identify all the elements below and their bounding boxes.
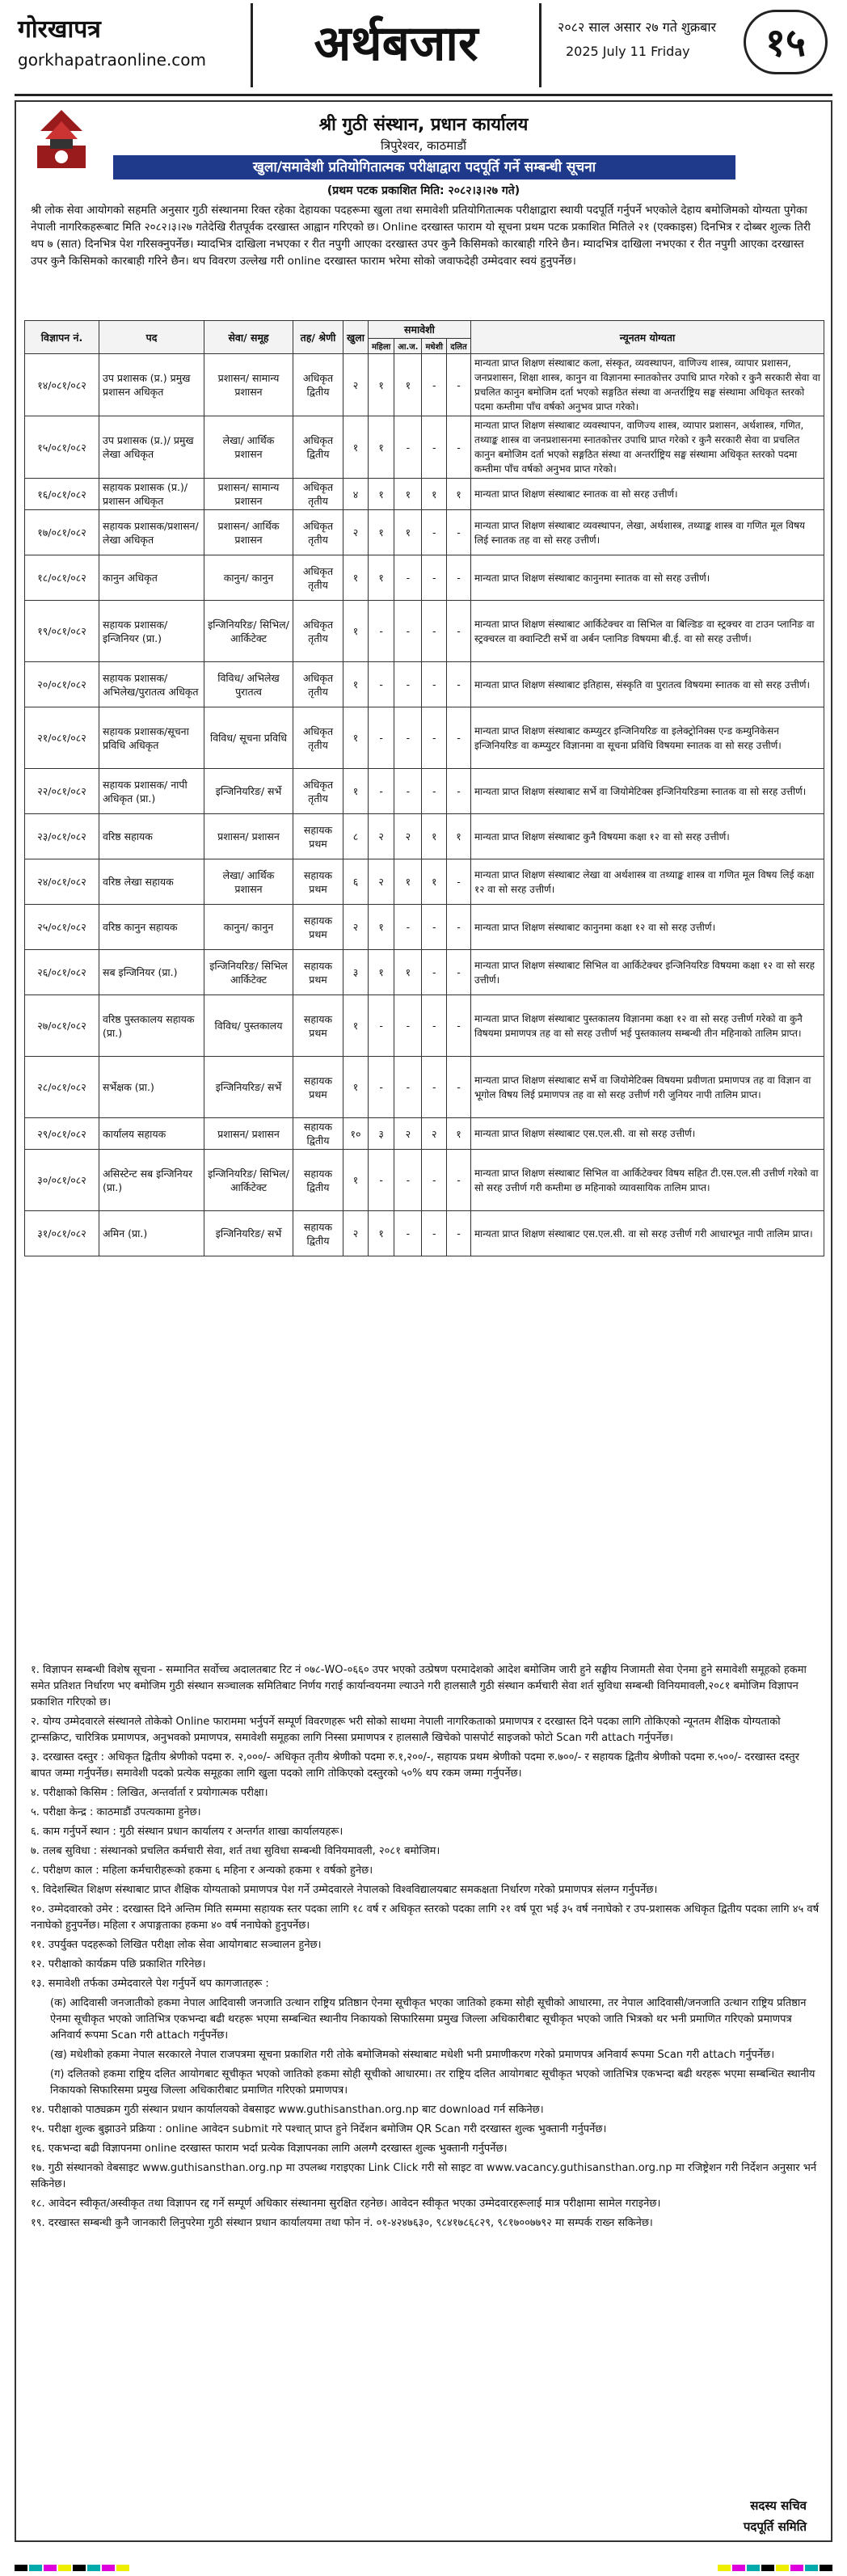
condition-item: ११. उपर्युक्त पदहरूको लिखित परीक्षा लोक सेवा आयोगबाट सञ्चालन हुनेछ। [31, 1939, 322, 1951]
condition-item: १०. उम्मेदवारको उमेर : दरखास्त दिने अन्तिम मिति सम्ममा सहायक स्तर पदका लागि १८ वर्ष र अधिकृत स्तरको पदका लागि २१ वर्ष पूरा भई ३५ वर्ष ननाघेको र उप-प्रशासक अधिकृत द्वितीय पदका लागि ४५ वर्ष ननाघेको हुनुपर्नेछ। महिला र अपाङ्गताका हकमा ४० वर्ष ननाघेको हुनुपर्नेछ। [31, 1903, 820, 1932]
level-cell: अधिकृत द्वितीय [293, 354, 343, 416]
post-cell: असिस्टेन्ट सब इन्जिनियर (प्रा.) [99, 1150, 204, 1211]
ad-cell: २१/०८१/०८२ [25, 707, 99, 769]
header-rule [15, 94, 832, 96]
color-registration-bar-left [15, 2559, 192, 2565]
ad-cell: १९/०८१/०८२ [25, 601, 99, 662]
ad-cell: १६/०८१/०८२ [25, 479, 99, 510]
level-cell: सहायक द्वितीय [293, 1211, 343, 1256]
level-cell: अधिकृत तृतीय [293, 601, 343, 662]
level-cell: अधिकृत तृतीय [293, 769, 343, 814]
level-cell: अधिकृत तृतीय [293, 707, 343, 769]
post-cell: कार्यालय सहायक [99, 1118, 204, 1150]
level-cell: सहायक प्रथम [293, 995, 343, 1057]
qualification-cell: मान्यता प्राप्त शिक्षण संस्थाबाट व्यवस्थापन, लेखा, अर्थशास्त्र, तथ्याङ्क शास्त्र वा गणित मूल विषय लिई स्नातक तह वा सो सरह उत्तीर्ण। [470, 510, 824, 555]
qualification-cell: मान्यता प्राप्त शिक्षण संस्थाबाट पुस्तकालय विज्ञानमा कक्षा १२ वा सो सरह उत्तीर्ण गरेको वा कुनै विषयमा प्रमाणपत्र तह वा सो सरह उत्तीर्ण भई पुस्तकालय सम्बन्धी तीन महिनाको तालिम प्राप्त। [470, 995, 824, 1057]
signatory-title: सदस्य सचिव [750, 2498, 807, 2513]
table-row [25, 1150, 824, 1211]
dalit-cell: - [446, 950, 470, 995]
newspaper-brand: गोरखापत्र [18, 15, 101, 44]
level-cell: सहायक प्रथम [293, 1057, 343, 1118]
janajati-cell: - [394, 1057, 422, 1118]
dalit-cell: - [446, 905, 470, 950]
dalit-cell: - [446, 995, 470, 1057]
janajati-cell: १ [394, 510, 422, 555]
dalit-cell: - [446, 707, 470, 769]
condition-item: १७. गुठी संस्थानको वेबसाइट www.guthisansthan.org.np मा उपलब्ध गराइएका Link Click गरी सो साइट वा www.vacancy.guthisansthan.org.np मा रजिष्ट्रेशन गरी निर्देशन अनुसार भर्न सकिनेछ। [31, 2162, 817, 2190]
service-cell: प्रशासन/ आर्थिक प्रशासन [204, 510, 293, 555]
service-cell: इन्जिनियरिङ/ सिभिल आर्किटेक्ट [204, 950, 293, 995]
page-number: १५ [744, 10, 828, 74]
women-cell: १ [368, 555, 394, 601]
women-cell: १ [368, 950, 394, 995]
qualification-cell: मान्यता प्राप्त शिक्षण संस्थाबाट सिभिल वा आर्किटेक्चर विषय सहित टी.एस.एल.सी उत्तीर्ण गरेको वा सो सरह उत्तीर्ण गरी कम्तीमा छ महिनाको व्यावसायिक तालिम प्राप्त। [470, 1150, 824, 1211]
women-cell: ३ [368, 1118, 394, 1150]
open-cell: १ [343, 995, 369, 1057]
madhesi-cell: - [422, 769, 447, 814]
condition-item: ३. दरखास्त दस्तुर : अधिकृत द्वितीय श्रेणीको पदमा रु. २,०००/- अधिकृत तृतीय श्रेणीको पदमा रु.१,२००/-, सहायक प्रथम श्रेणीको पदमा रु.७००/- र सहायक द्वितीय श्रेणीको पदमा रु.५००/- दरखास्त दस्तुर बापत जम्मा गर्नुपर्नेछ। समावेशी पदको प्रत्येक समूहका लागि खुला पदको लागि तोकिएको दस्तुरको ५०% थप रकम जम्मा गर्नुपर्नेछ। [31, 1751, 799, 1780]
color-registration-bar-right [655, 2559, 832, 2565]
madhesi-cell: - [422, 416, 447, 479]
madhesi-cell: - [422, 601, 447, 662]
dalit-cell: - [446, 354, 470, 416]
post-cell: सर्भेक्षक (प्रा.) [99, 1057, 204, 1118]
madhesi-cell: - [422, 510, 447, 555]
service-cell: प्रशासन/ सामान्य प्रशासन [204, 354, 293, 416]
condition-item: १. विज्ञापन सम्बन्धी विशेष सूचना - सम्मानित सर्वोच्च अदालतबाट रिट नं ०७८-WO-०६६० उपर भएको उत्प्रेषण परमादेशको आदेश बमोजिम जारी हुने सङ्घीय निजामती सेवा ऐनमा हुने समावेशी समूहको हकमा समेत प्रतिशत निर्धारण भए बमोजिम गुठी संस्थान सञ्चालक समितिबाट निर्णय गराई कार्यान्वयनमा ल्याउने गरी हालसालै गुठी संस्थान कर्मचारी सेवा शर्त सुविधा सम्बन्धी विनियमावली,२०८१ बमोजिम विज्ञापन प्रकाशित गरिएको छ। [31, 1664, 807, 1708]
service-cell: विविध/ सूचना प्रविधि [204, 707, 293, 769]
level-cell: अधिकृत तृतीय [293, 555, 343, 601]
women-cell: २ [368, 814, 394, 859]
condition-item: २. योग्य उम्मेदवारले संस्थानले तोकेको Online फाराममा भर्नुपर्ने सम्पूर्ण विवरणहरू भरी सोको साथमा नेपाली नागरिकताको प्रमाणपत्र र दरखास्त दिने पदका लागि तोकिएको न्यूनतम शैक्षिक योग्यताको ट्रान्सक्रिप्ट, चारित्रिक प्रमाणपत्र, अनुभवको प्रमाणपत्र, समावेशी समूहका लागि निस्सा प्रमाणपत्र र हालसालै खिचेको पासपोर्ट साइजको फोटो Scan गरी attach गर्नुपर्नेछ। [31, 1716, 781, 1744]
madhesi-cell: - [422, 995, 447, 1057]
post-cell: उप प्रशासक (प्र.) प्रमुख प्रशासन अधिकृत [99, 354, 204, 416]
table-row [25, 601, 824, 662]
condition-item: ८. परीक्षण काल : महिला कर्मचारीहरूको हकमा ६ महिना र अन्यको हकमा १ वर्षको हुनेछ। [31, 1864, 373, 1877]
janajati-cell: २ [394, 814, 422, 859]
service-cell: विविध/ अभिलेख पुरातत्व [204, 662, 293, 707]
level-cell: अधिकृत तृतीय [293, 479, 343, 510]
janajati-cell: - [394, 1150, 422, 1211]
janajati-cell: १ [394, 859, 422, 905]
open-cell: १ [343, 555, 369, 601]
ad-cell: १४/०८१/०८२ [25, 354, 99, 416]
women-cell: - [368, 769, 394, 814]
signatory-committee: पदपूर्ति समिति [743, 2519, 807, 2534]
level-cell: अधिकृत द्वितीय [293, 416, 343, 479]
janajati-cell: १ [394, 950, 422, 995]
post-cell: सब इन्जिनियर (प्रा.) [99, 950, 204, 995]
qualification-cell: मान्यता प्राप्त शिक्षण संस्थाबाट एस.एल.सी. वा सो सरह उत्तीर्ण गरी आधारभूत नापी तालिम प्राप्त। [470, 1211, 824, 1256]
dalit-cell: - [446, 555, 470, 601]
madhesi-cell: - [422, 662, 447, 707]
open-cell: २ [343, 510, 369, 555]
ad-cell: २७/०८१/०८२ [25, 995, 99, 1057]
ad-cell: २६/०८१/०८२ [25, 950, 99, 995]
service-cell: लेखा/ आर्थिक प्रशासन [204, 416, 293, 479]
condition-item: ४. परीक्षाको किसिम : लिखित, अन्तर्वार्ता र प्रयोगात्मक परीक्षा। [31, 1787, 268, 1799]
ad-cell: ३०/०८१/०८२ [25, 1150, 99, 1211]
open-cell: १ [343, 707, 369, 769]
notice-box [15, 100, 832, 2542]
service-cell: इन्जिनियरिङ/ सर्भे [204, 1211, 293, 1256]
ad-cell: २२/०८१/०८२ [25, 769, 99, 814]
condition-item: ५. परीक्षा केन्द्र : काठमाडौं उपत्यकामा हुनेछ। [31, 1806, 201, 1818]
janajati-cell: - [394, 416, 422, 479]
women-cell: - [368, 1150, 394, 1211]
vacancy-table [24, 320, 824, 1256]
madhesi-cell: - [422, 1150, 447, 1211]
madhesi-cell: - [422, 950, 447, 995]
condition-item: १३. समावेशी तर्फका उम्मेदवारले पेश गर्नुपर्ने थप कागजातहरू : [31, 1978, 269, 1990]
level-cell: अधिकृत तृतीय [293, 510, 343, 555]
notice-banner: खुला/समावेशी प्रतियोगितात्मक परीक्षाद्वारा पदपूर्ति गर्ने सम्बन्धी सूचना [113, 155, 735, 179]
qualification-cell: मान्यता प्राप्त शिक्षण संस्थाबाट सर्भे वा जियोमेटिक्स इन्जिनियरिङमा स्नातक वा सो सरह उत्तीर्ण। [470, 769, 824, 814]
header-qualification: न्यूनतम योग्यता [470, 321, 824, 354]
condition-item: १४. परीक्षाको पाठ्यक्रम गुठी संस्थान प्रधान कार्यालयको वेबसाइट www.guthisansthan.org.np बाट download गर्न सकिनेछ। [31, 2104, 544, 2116]
women-cell: १ [368, 354, 394, 416]
ad-cell: २०/०८१/०८२ [25, 662, 99, 707]
open-cell: १ [343, 662, 369, 707]
ad-cell: १७/०८१/०८२ [25, 510, 99, 555]
condition-item: १८. आवेदन स्वीकृत/अस्वीकृत तथा विज्ञापन रद्द गर्ने सम्पूर्ण अधिकार संस्थानमा सुरक्षित रहनेछ। आवेदन स्वीकृत भएका उम्मेदवारहरूलाई मात्र परीक्षामा सामेल गराइनेछ। [31, 2198, 661, 2210]
table-row [25, 555, 824, 601]
level-cell: सहायक द्वितीय [293, 1150, 343, 1211]
janajati-cell: - [394, 1211, 422, 1256]
service-cell: कानुन/ कानुन [204, 905, 293, 950]
madhesi-cell: - [422, 1211, 447, 1256]
table-row [25, 1118, 824, 1150]
condition-item: १९. दरखास्त सम्बन्धी कुनै जानकारी लिनुपरेमा गुठी संस्थान प्रधान कार्यालयमा तथा फोन नं. ०१-४२४७६३०, ९८४१७८६८२९, ९८१७००७७९२ मा सम्पर्क राख्न सकिनेछ। [31, 2217, 653, 2229]
post-cell: सहायक प्रशासक/ नापी अधिकृत (प्रा.) [99, 769, 204, 814]
ad-cell: १५/०८१/०८२ [25, 416, 99, 479]
condition-item: (ग) दलितको हकमा राष्ट्रिय दलित आयोगबाट सूचीकृत भएको जातिको हकमा सोही सूचीको आधारमा। तर राष्ट्रिय दलित आयोगबाट सूचीकृत भएको जातिभित्र एकभन्दा बढी थरहरू भएमा सम्बन्धित स्थानीय निकायको सिफारिसमा प्रमुख जिल्ला अधिकारीबाट प्रमाणित गरिएको प्रमाणपत्र। [50, 2068, 815, 2097]
dalit-cell: १ [446, 479, 470, 510]
level-cell: सहायक प्रथम [293, 950, 343, 995]
qualification-cell: मान्यता प्राप्त शिक्षण संस्थाबाट एस.एल.सी. वा सो सरह उत्तीर्ण। [470, 1118, 824, 1150]
table-row [25, 479, 824, 510]
table-row [25, 1057, 824, 1118]
header-post: पद [99, 321, 204, 354]
level-cell: अधिकृत तृतीय [293, 662, 343, 707]
table-row [25, 905, 824, 950]
open-cell: १० [343, 1118, 369, 1150]
publish-date: (प्रथम पटक प्रकाशित मिति: २०८२।३।२७ गते) [327, 184, 520, 197]
dalit-cell: - [446, 601, 470, 662]
header-service: सेवा/ समूह [204, 321, 293, 354]
women-cell: १ [368, 479, 394, 510]
header-open: खुला [343, 321, 369, 354]
dalit-cell: - [446, 769, 470, 814]
madhesi-cell: - [422, 555, 447, 601]
qualification-cell: मान्यता प्राप्त शिक्षण संस्थाबाट कला, संस्कृत, व्यवस्थापन, वाणिज्य शास्त्र, व्यापार प्रशासन, जनप्रशासन, शिक्षा शास्त्र, कानुन वा विज्ञानमा स्नातकोत्तर उपाधि प्राप्त गरेको र कुनै सरकारी सेवा वा प्रचलित कानुन बमोजिम दर्ता भएको सङ्गठित संस्था वा अन्तर्राष्ट्रिय सङ्घ संस्थामा अधिकृत स्तरको पदमा कम्तीमा पाँच वर्षको अनुभव प्राप्त गरेको। [470, 354, 824, 416]
table-row [25, 950, 824, 995]
post-cell: सहायक प्रशासक/ इन्जिनियर (प्रा.) [99, 601, 204, 662]
notice-conditions [31, 1662, 820, 2235]
qualification-cell: मान्यता प्राप्त शिक्षण संस्थाबाट कुनै विषयमा कक्षा १२ वा सो सरह उत्तीर्ण। [470, 814, 824, 859]
condition-item: ६. काम गर्नुपर्ने स्थान : गुठी संस्थान प्रधान कार्यालय र अन्तर्गत शाखा कार्यालयहरू। [31, 1826, 343, 1838]
dalit-cell: १ [446, 1118, 470, 1150]
post-cell: वरिष्ठ सहायक [99, 814, 204, 859]
table-row [25, 510, 824, 555]
women-cell: १ [368, 510, 394, 555]
organization-name: श्री गुठी संस्थान, प्रधान कार्यालय [318, 115, 529, 135]
header-inclusive: समावेशी [368, 321, 470, 339]
level-cell: सहायक द्वितीय [293, 1118, 343, 1150]
women-cell: - [368, 1057, 394, 1118]
women-cell: १ [368, 905, 394, 950]
post-cell: सहायक प्रशासक/ अभिलेख/पुरातत्व अधिकृत [99, 662, 204, 707]
open-cell: १ [343, 1150, 369, 1211]
open-cell: ८ [343, 814, 369, 859]
post-cell: सहायक प्रशासक/प्रशासन/लेखा अधिकृत [99, 510, 204, 555]
condition-item: ७. तलब सुविधा : संस्थानको प्रचलित कर्मचारी सेवा, शर्त तथा सुविधा सम्बन्धी विनियमावली, २०८१ बमोजिम। [31, 1845, 440, 1857]
newspaper-website[interactable]: gorkhapatraonline.com [18, 50, 207, 70]
open-cell: १ [343, 601, 369, 662]
qualification-cell: मान्यता प्राप्त शिक्षण संस्थाबाट व्यवस्थापन, वाणिज्य शास्त्र, व्यापार प्रशासन, अर्थशास्त्र, गणित, तथ्याङ्क शास्त्र वा जनप्रशासनमा स्नातकोत्तर उपाधि प्राप्त गरेको र कुनै सरकारी सेवा वा प्रचलित कानुन बमोजिम दर्ता भएको सङ्गठित संस्था वा अन्तर्राष्ट्रिय सङ्घ संस्थामा अधिकृत स्तरको पदमा कम्तीमा पाँच वर्षको अनुभव प्राप्त गरेको। [470, 416, 824, 479]
header-level: तह/ श्रेणी [293, 321, 343, 354]
table-row [25, 1211, 824, 1256]
qualification-cell: मान्यता प्राप्त शिक्षण संस्थाबाट स्नातक वा सो सरह उत्तीर्ण। [470, 479, 824, 510]
qualification-cell: मान्यता प्राप्त शिक्षण संस्थाबाट इतिहास, संस्कृति वा पुरातत्व विषयमा स्नातक वा सो सरह उत्तीर्ण। [470, 662, 824, 707]
service-cell: लेखा/ आर्थिक प्रशासन [204, 859, 293, 905]
post-cell: वरिष्ठ पुस्तकालय सहायक (प्रा.) [99, 995, 204, 1057]
condition-item: (ख) मधेशीको हकमा नेपाल सरकारले नेपाल राजपत्रमा सूचना प्रकाशित गरी तोके बमोजिमको संस्थाबाट मधेशी भनी प्रमाणीकरण गरेको प्रमाणपत्र अनिवार्य रूपमा Scan गरी attach गर्नुपर्नेछ। [50, 2049, 775, 2061]
service-cell: इन्जिनियरिङ/ सर्भे [204, 1057, 293, 1118]
table-row [25, 707, 824, 769]
dalit-cell: - [446, 1057, 470, 1118]
ad-cell: १८/०८१/०८२ [25, 555, 99, 601]
date-english: 2025 July 11 Friday [566, 44, 690, 59]
service-cell: इन्जिनियरिङ/ सिभिल/ आर्किटेक्ट [204, 601, 293, 662]
janajati-cell: १ [394, 354, 422, 416]
open-cell: ६ [343, 859, 369, 905]
janajati-cell: २ [394, 1118, 422, 1150]
janajati-cell: - [394, 707, 422, 769]
post-cell: वरिष्ठ लेखा सहायक [99, 859, 204, 905]
condition-item: १२. परीक्षाको कार्यक्रम पछि प्रकाशित गरिनेछ। [31, 1958, 206, 1970]
janajati-cell: - [394, 601, 422, 662]
header-women: महिला [368, 339, 394, 354]
service-cell: प्रशासन/ प्रशासन [204, 814, 293, 859]
level-cell: सहायक प्रथम [293, 905, 343, 950]
women-cell: १ [368, 1211, 394, 1256]
service-cell: प्रशासन/ प्रशासन [204, 1118, 293, 1150]
post-cell: अमिन (प्रा.) [99, 1211, 204, 1256]
madhesi-cell: - [422, 354, 447, 416]
open-cell: २ [343, 905, 369, 950]
table-row [25, 769, 824, 814]
women-cell: - [368, 601, 394, 662]
women-cell: - [368, 995, 394, 1057]
header-dalit: दलित [446, 339, 470, 354]
open-cell: २ [343, 1211, 369, 1256]
open-cell: ३ [343, 950, 369, 995]
table-row [25, 662, 824, 707]
madhesi-cell: १ [422, 814, 447, 859]
madhesi-cell: - [422, 905, 447, 950]
women-cell: १ [368, 416, 394, 479]
janajati-cell: - [394, 555, 422, 601]
vacancy-rows [25, 354, 824, 1256]
level-cell: सहायक प्रथम [293, 859, 343, 905]
table-row [25, 814, 824, 859]
dalit-cell: १ [446, 814, 470, 859]
table-row [25, 995, 824, 1057]
madhesi-cell: २ [422, 1118, 447, 1150]
women-cell: - [368, 707, 394, 769]
post-cell: वरिष्ठ कानुन सहायक [99, 905, 204, 950]
dalit-cell: - [446, 416, 470, 479]
qualification-cell: मान्यता प्राप्त शिक्षण संस्थाबाट आर्किटेक्चर वा सिभिल वा बिल्डिङ वा स्ट्रक्चर वा टाउन प्लानिङ वा स्ट्रक्चरल वा क्वान्टिटी सर्भे वा अर्बन प्लानिङ विषयमा बी.ई. वा सो सरह उत्तीर्ण। [470, 601, 824, 662]
janajati-cell: - [394, 769, 422, 814]
qualification-cell: मान्यता प्राप्त शिक्षण संस्थाबाट लेखा वा अर्थशास्त्र वा तथ्याङ्क शास्त्र वा गणित मूल विषय लिई कक्षा १२ वा सो सरह उत्तीर्ण। [470, 859, 824, 905]
condition-item: १५. परीक्षा शुल्क बुझाउने प्रक्रिया : online आवेदन submit गरे पश्चात् प्राप्त हुने निर्देशन बमोजिम QR Scan गरी दरखास्त शुल्क भुक्तानी गर्नुपर्नेछ। [31, 2123, 607, 2135]
women-cell: - [368, 662, 394, 707]
ad-cell: २५/०८१/०८२ [25, 905, 99, 950]
condition-item: (क) आदिवासी जनजातीको हकमा नेपाल आदिवासी जनजाति उत्थान राष्ट्रिय प्रतिष्ठान ऐनमा सूचीकृत भएका जातिको हकमा सोही सूचीको आधारमा, तर नेपाल आदिवासी/जनजाति उत्थान राष्ट्रिय प्रतिष्ठान ऐनमा सूचीकृत भएको जातिभित्र एकभन्दा बढी थरहरू भएमा सम्बन्धित स्थानीय निकायको सिफारिसमा प्रमुख जिल्ला अधिकारीबाट सूचीकृत भएको जाति भित्रको थर भनी प्रमाणित गरिएको प्रमाणपत्र अनिवार्य रूपमा Scan गरी attach गर्नुपर्नेछ। [50, 1997, 807, 2042]
ad-cell: २४/०८१/०८२ [25, 859, 99, 905]
service-cell: इन्जिनियरिङ/ सर्भे [204, 769, 293, 814]
ad-cell: २८/०८१/०८२ [25, 1057, 99, 1118]
women-cell: २ [368, 859, 394, 905]
post-cell: सहायक प्रशासक/सूचना प्रविधि अधिकृत [99, 707, 204, 769]
janajati-cell: १ [394, 479, 422, 510]
janajati-cell: - [394, 662, 422, 707]
qualification-cell: मान्यता प्राप्त शिक्षण संस्थाबाट सर्भे वा जियोमेटिक्स विषयमा प्रवीणता प्रमाणपत्र तह वा विज्ञान वा भूगोल विषय लिई प्रमाणपत्र तह वा सो सरह उत्तीर्ण गरी जुनियर नापी तालिम प्राप्त। [470, 1057, 824, 1118]
dalit-cell: - [446, 1211, 470, 1256]
condition-item: १६. एकभन्दा बढी विज्ञापनमा online दरखास्त फाराम भर्दा प्रत्येक विज्ञापनका लागि अलग्गै दरखास्त शुल्क भुक्तानी गर्नुपर्नेछ। [31, 2143, 508, 2155]
ad-cell: २९/०८१/०८२ [25, 1118, 99, 1150]
section-title: अर्थबजार [251, 3, 541, 87]
dalit-cell: - [446, 1150, 470, 1211]
header-madhesi: मधेशी [422, 339, 447, 354]
date-nepali: २०८२ साल असार २७ गते शुक्रबार [558, 19, 717, 35]
header-ad-number: विज्ञापन नं. [25, 321, 99, 354]
post-cell: कानुन अधिकृत [99, 555, 204, 601]
open-cell: १ [343, 1057, 369, 1118]
notice-intro: श्री लोक सेवा आयोगको सहमति अनुसार गुठी संस्थानमा रिक्त रहेका देहायका पदहरूमा खुला तथा समावेशी प्रतियोगितात्मक परीक्षाद्वारा स्थायी पदपूर्ति गर्नुपर्ने भएकोले देहाय बमोजिमको योग्यता पुगेका नेपाली नागरिकहरूबाट मिति २०८२।३।२७ गतेदेखि रीतपूर्वक दरखास्त आह्वान गरिएको छ। Online दरखास्त फाराम यो सूचना प्रथम पटक प्रकाशित मितिले २१ (एक्काइस) दिनभित्र र दोब्बर शुल्क तिरी थप ७ (सात) दिनभित्र पेश गरिसक्नुपर्नेछ। म्यादभित्र दाखिला नभएका र रीत नपुगी आएका दरखास्त उपर कुनै किसिमको कारबाही गरिने छैन। म्यादभित्र दाखिला नभएका र रीत नपुगी आएका दरखास्त उपर कुनै किसिमको कारबाही गरिने छैन। थप विवरण उल्लेख गरी online दरखास्त फाराम भरेमा सोको जवाफदेही उम्मेदवार स्वयं हुनुपर्नेछ। [31, 204, 811, 268]
qualification-cell: मान्यता प्राप्त शिक्षण संस्थाबाट सिभिल वा आर्किटेक्चर इन्जिनियरिङ विषयमा कक्षा १२ वा सो सरह उत्तीर्ण। [470, 950, 824, 995]
open-cell: २ [343, 354, 369, 416]
open-cell: १ [343, 769, 369, 814]
table-row [25, 416, 824, 479]
service-cell: प्रशासन/ सामान्य प्रशासन [204, 479, 293, 510]
signature-block [744, 2495, 807, 2537]
table-row [25, 354, 824, 416]
dalit-cell: - [446, 859, 470, 905]
ad-cell: ३१/०८१/०८२ [25, 1211, 99, 1256]
table-row [25, 859, 824, 905]
madhesi-cell: १ [422, 479, 447, 510]
open-cell: १ [343, 416, 369, 479]
qualification-cell: मान्यता प्राप्त शिक्षण संस्थाबाट कानुनमा कक्षा १२ वा सो सरह उत्तीर्ण। [470, 905, 824, 950]
janajati-cell: - [394, 995, 422, 1057]
dalit-cell: - [446, 662, 470, 707]
condition-item: ९. विदेशस्थित शिक्षण संस्थाबाट प्राप्त शैक्षिक योग्यताको प्रमाणपत्र पेश गर्ने उम्मेदवारले नेपालको विश्वविद्यालयबाट समकक्षता निर्धारण गरेको प्रमाणपत्र संलग्न गर्नुपर्नेछ। [31, 1884, 658, 1896]
level-cell: सहायक प्रथम [293, 814, 343, 859]
service-cell: इन्जिनियरिङ/ सिभिल/ आर्किटेक्ट [204, 1150, 293, 1211]
madhesi-cell: - [422, 707, 447, 769]
post-cell: उप प्रशासक (प्र.)/ प्रमुख लेखा अधिकृत [99, 416, 204, 479]
ad-cell: २३/०८१/०८२ [25, 814, 99, 859]
qualification-cell: मान्यता प्राप्त शिक्षण संस्थाबाट कानुनमा स्नातक वा सो सरह उत्तीर्ण। [470, 555, 824, 601]
dalit-cell: - [446, 510, 470, 555]
janajati-cell: - [394, 905, 422, 950]
service-cell: विविध/ पुस्तकालय [204, 995, 293, 1057]
post-cell: सहायक प्रशासक (प्र.)/प्रशासन अधिकृत [99, 479, 204, 510]
organization-place: त्रिपुरेश्वर, काठमाडौं [380, 138, 467, 153]
open-cell: ४ [343, 479, 369, 510]
qualification-cell: मान्यता प्राप्त शिक्षण संस्थाबाट कम्प्युटर इन्जिनियरिङ वा इलेक्ट्रोनिक्स एन्ड कम्युनिकेसन इन्जिनियरिङ वा कम्प्युटर विज्ञानमा वा सूचना प्रविधि विषयमा स्नातक वा सो सरह उत्तीर्ण। [470, 707, 824, 769]
service-cell: कानुन/ कानुन [204, 555, 293, 601]
madhesi-cell: १ [422, 859, 447, 905]
header-janajati: आ.ज. [394, 339, 422, 354]
madhesi-cell: - [422, 1057, 447, 1118]
